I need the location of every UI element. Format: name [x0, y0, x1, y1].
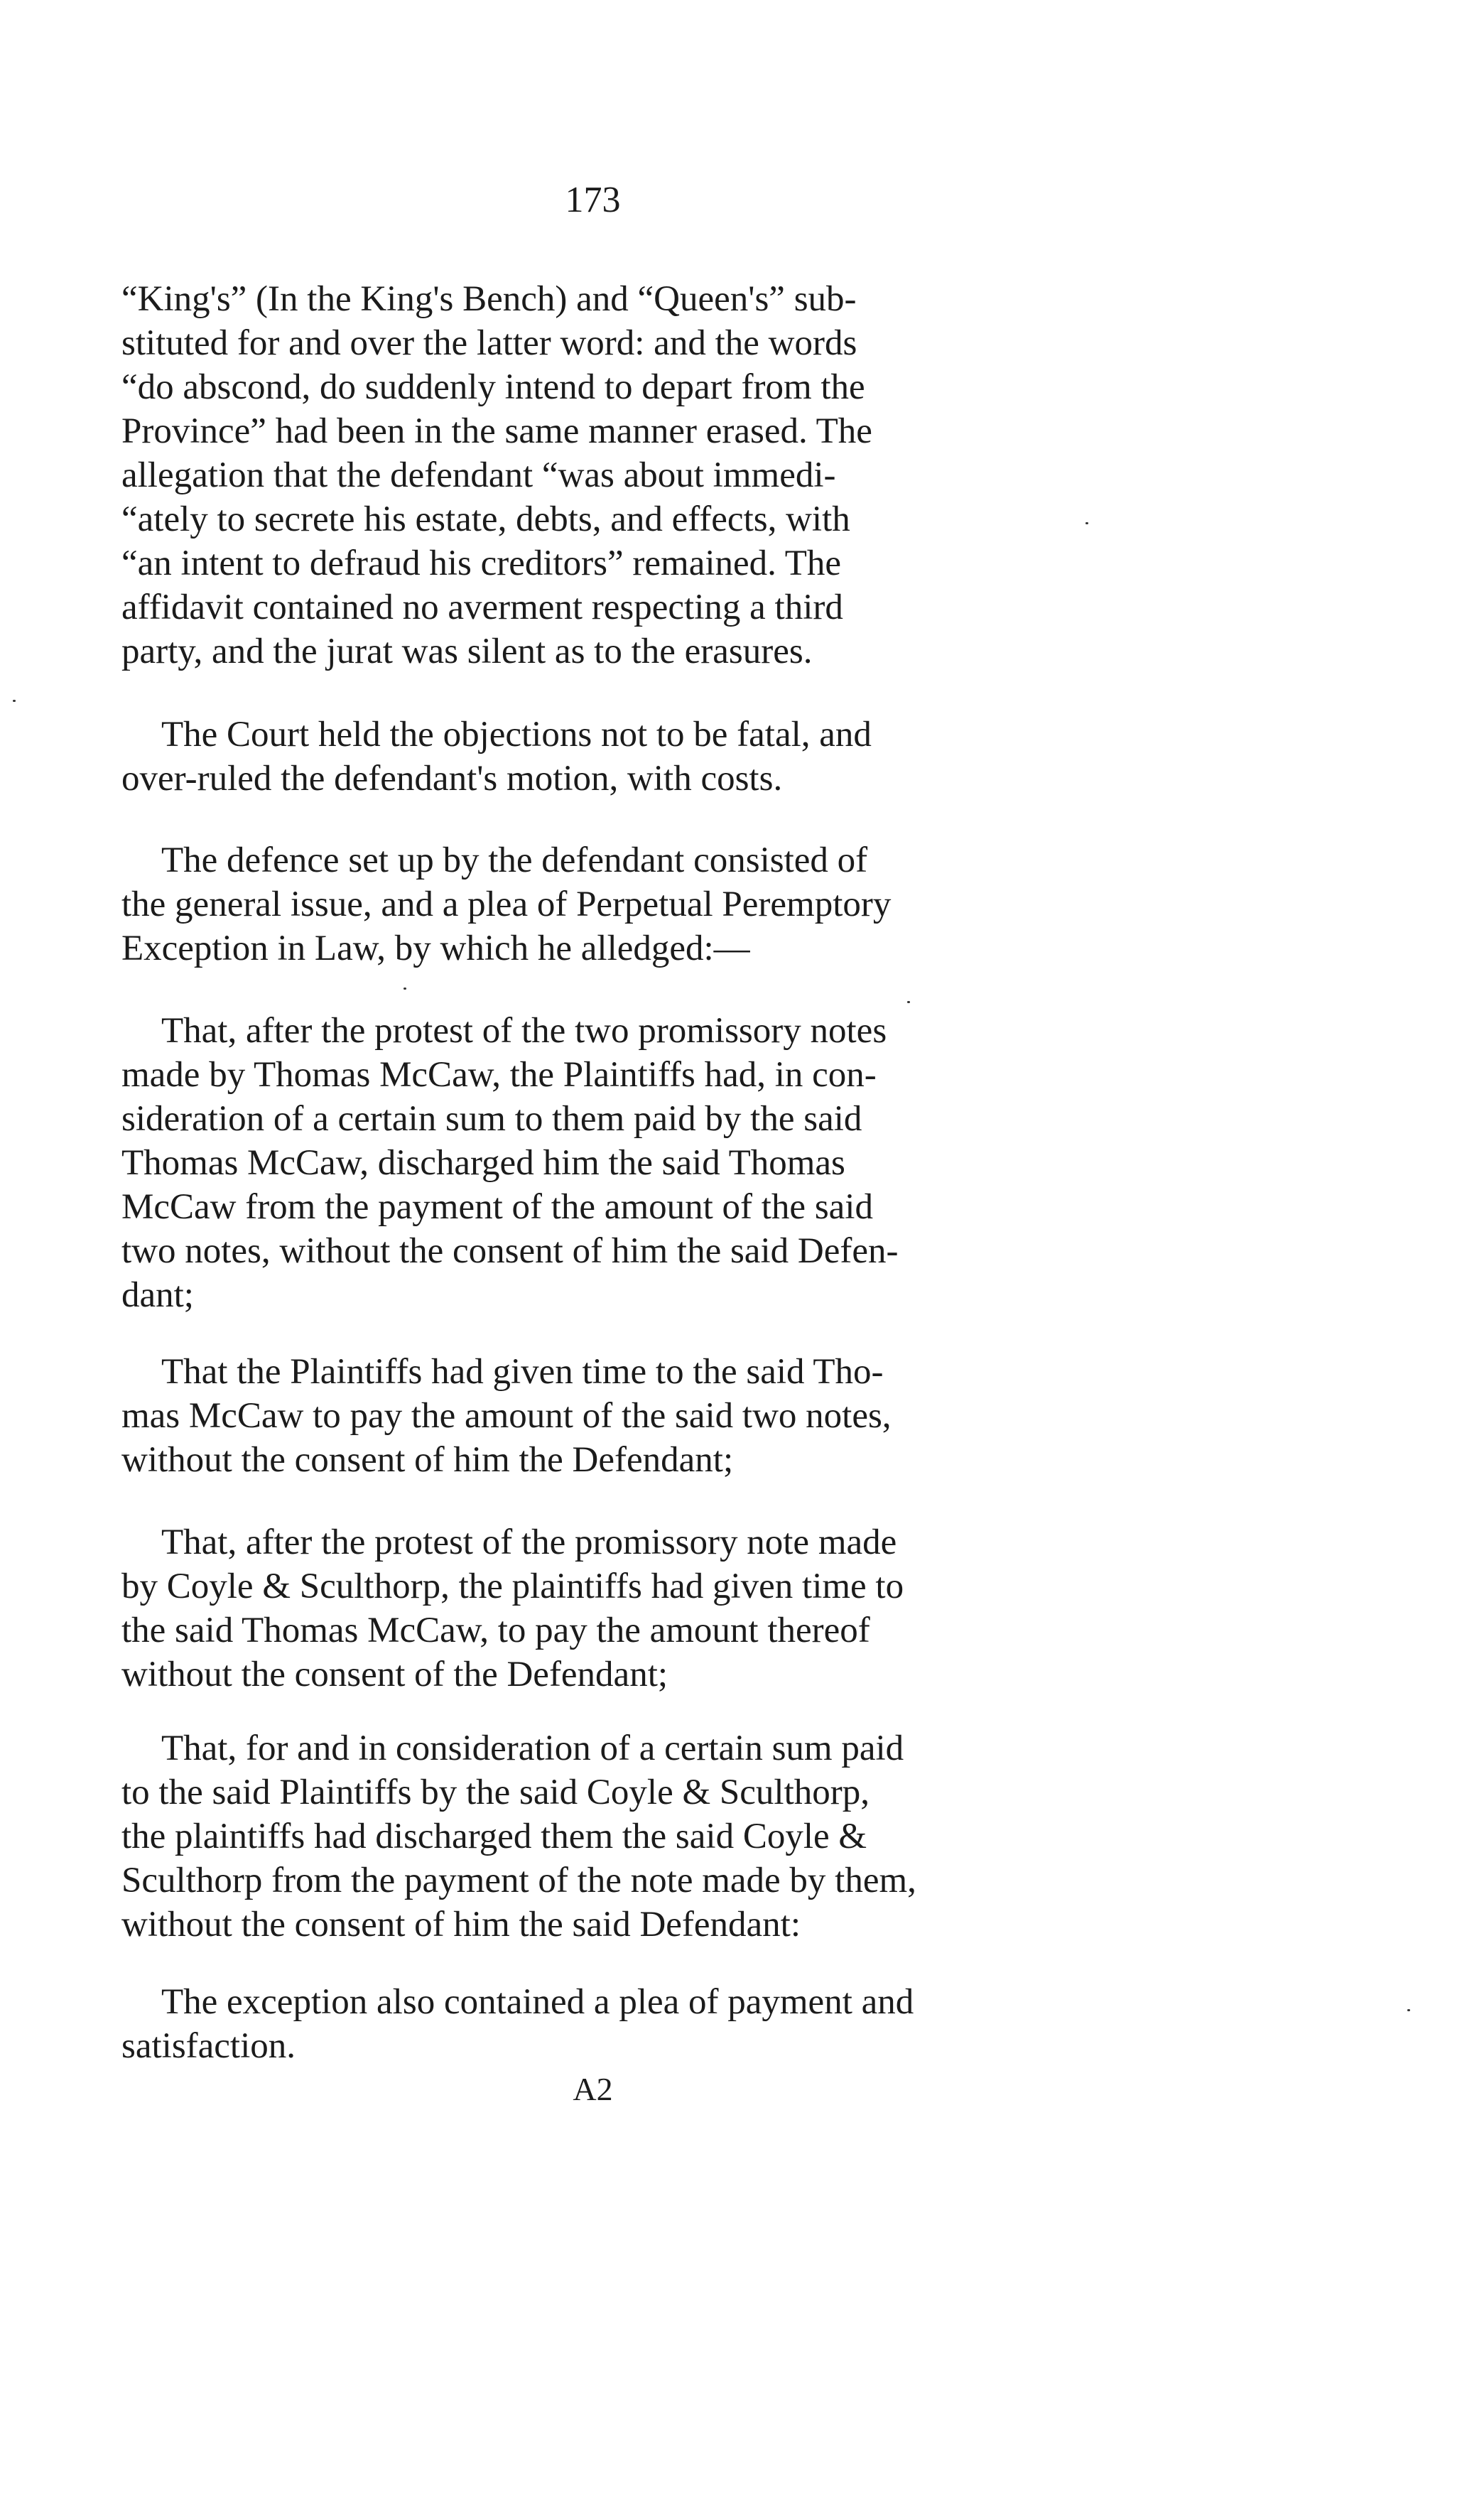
paragraph-6-text: That, after the protest of the promissory note made by Coyle & Sculthorp, the plaintiffs had given time to the said Thomas McCaw, to pay the amount thereof without the consent of the Defendant;: [121, 1522, 904, 1694]
print-speck: [1407, 2009, 1410, 2011]
paragraph-1-text: “King's” (In the King's Bench) and “Queen's” sub- stituted for and over the latter word: and the words “do abscond, do suddenly intend to depart from the Province” had been in the same manner erased. The allegation that the defendant “was about immedi- “ately to secrete his estate, debts, and effects, with “an intent to defraud his creditors” remained. The affidavit contained no averment respecting a third party, and the jurat was silent as to the erasures.: [121, 279, 872, 671]
paragraph-5: [121, 1350, 1064, 1482]
print-speck: [404, 988, 406, 990]
paragraph-4: [121, 1009, 1064, 1317]
signature-mark: A2: [573, 2071, 613, 2107]
print-speck: [1085, 522, 1088, 524]
paragraph-5-text: That the Plaintiffs had given time to the said Tho- mas McCaw to pay the amount of the said two notes, without the consent of him the Defendant;: [121, 1352, 892, 1480]
print-speck: [13, 700, 16, 702]
paragraph-2: [121, 713, 1064, 801]
paragraph-8-text: The exception also contained a plea of payment and satisfaction.: [121, 1982, 914, 2066]
paragraph-2-text: The Court held the objections not to be fatal, and over-ruled the defendant's motion, with costs.: [121, 715, 872, 799]
paragraph-7: [121, 1726, 1064, 1947]
print-speck: [907, 1001, 910, 1003]
page-number: 173: [565, 180, 621, 220]
paragraph-4-text: That, after the protest of the two promissory notes made by Thomas McCaw, the Plaintiffs had, in con- sideration of a certain sum to them paid by the said Thomas McCaw, discharged him the said Thomas McCaw from the payment of the amount of the said two notes, without the consent of him the said Defen- dant;: [121, 1011, 899, 1315]
paragraph-6: [121, 1520, 1064, 1697]
paragraph-3: [121, 838, 1064, 970]
paragraph-3-text: The defence set up by the defendant consisted of the general issue, and a plea of Perpetual Peremptory Exception in Law, by which he alledged:—: [121, 840, 892, 968]
paragraph-8: [121, 1980, 1064, 2068]
paragraph-1: [121, 277, 1064, 674]
paragraph-7-text: That, for and in consideration of a certain sum paid to the said Plaintiffs by the said Coyle & Sculthorp, the plaintiffs had discharged them the said Coyle & Sculthorp from the payment of the note made by them, without the consent of him the said Defendant:: [121, 1729, 916, 1944]
